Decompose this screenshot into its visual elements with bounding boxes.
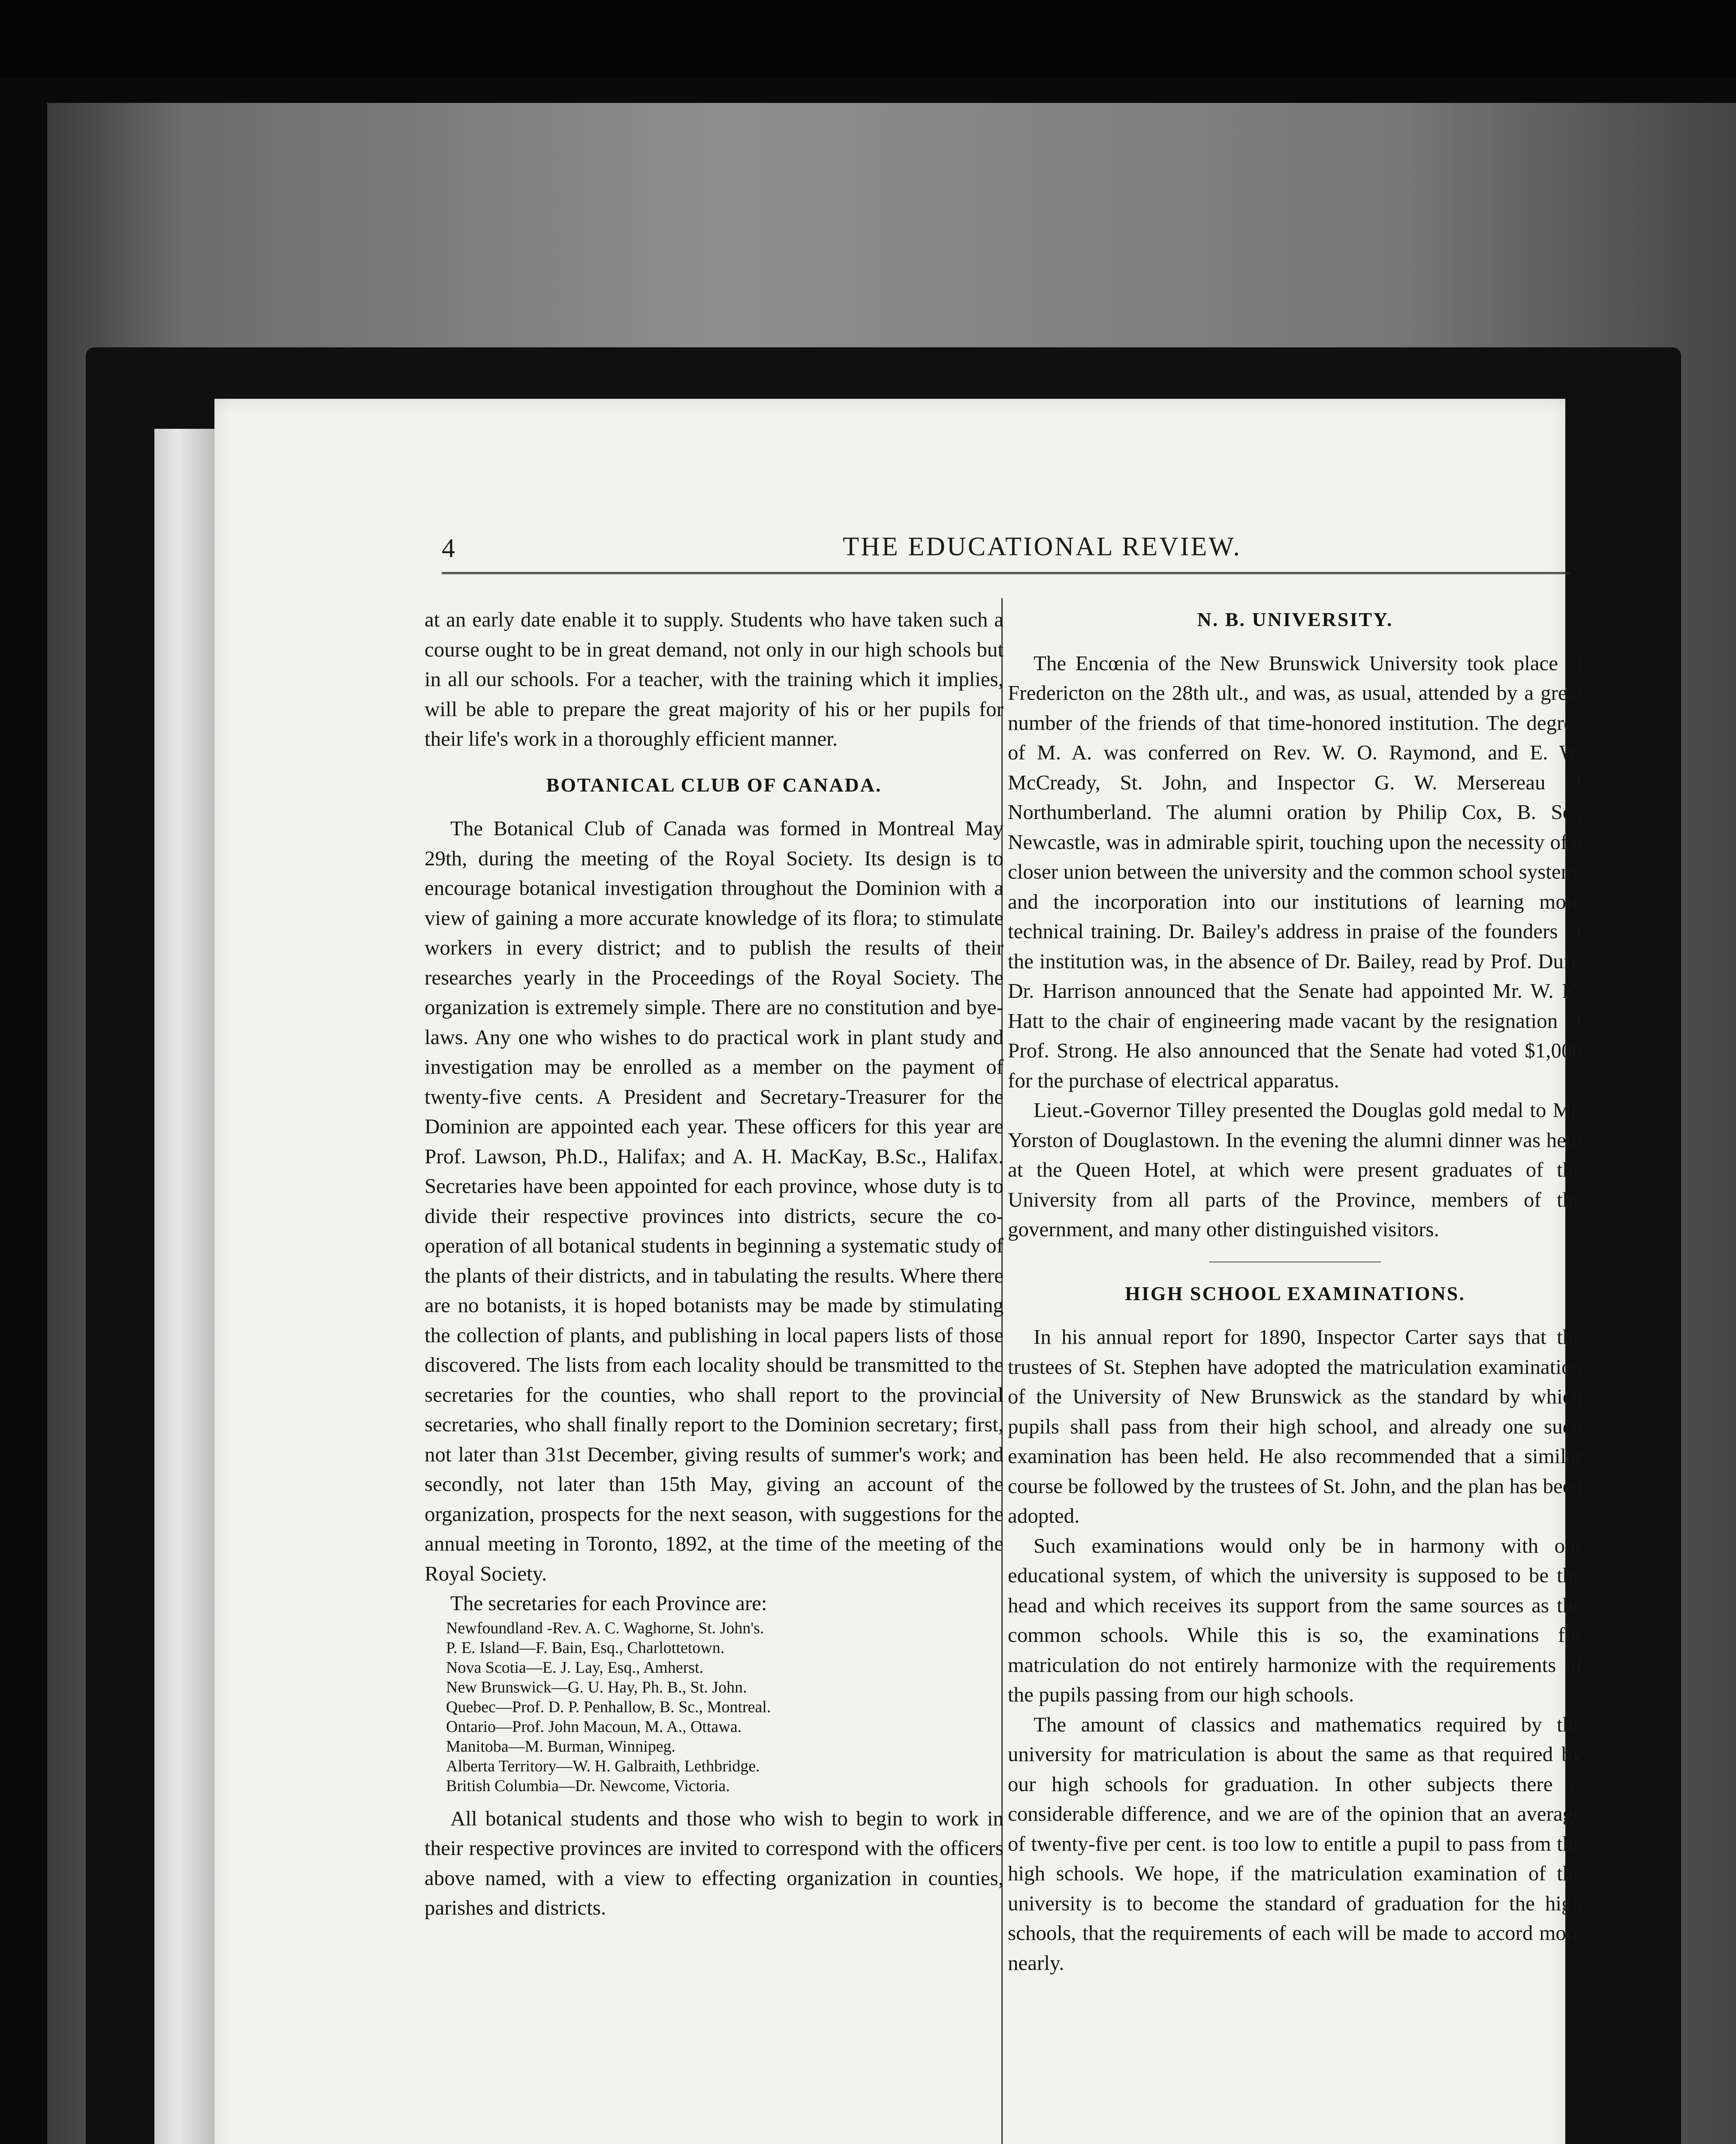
header-rule bbox=[442, 572, 1570, 577]
exams-paragraph: Such examinations would only be in harmony with our educational system, of which the university is supposed to be the head and which receives its support from the same sources as the common schools. While this is so, the examinations for matriculation do not entirely harmonize with the requirements of the pupils passing from our high schools. bbox=[1008, 1533, 1582, 1706]
secretaries-intro: The secretaries for each Province are: bbox=[450, 1591, 767, 1615]
journal-title: THE EDUCATIONAL REVIEW. bbox=[843, 532, 1242, 561]
secretary-entry: British Columbia—Dr. Newcome, Victoria. bbox=[446, 1777, 730, 1795]
secretary-entry: Ontario—Prof. John Macoun, M. A., Ottawa. bbox=[446, 1717, 742, 1736]
secretary-entry: Alberta Territory—W. H. Galbraith, Lethbridge. bbox=[446, 1757, 760, 1775]
university-heading: N. B. UNIVERSITY. bbox=[1197, 608, 1393, 630]
closing-paragraph: All botanical students and those who wish to begin to work in their respective provinces are invited to correspond with the officers above named, with a view to effecting organization in counties, parishes and districts. bbox=[425, 1806, 1004, 1919]
intro-paragraph: at an early date enable it to supply. Students who have taken such a course ought to be in great demand, not only in our high schools but in all our schools. For a teacher, with the training which it implies, will be able to prepare the great majority of his or her pupils for their life's work in a thoroughly efficient manner. bbox=[425, 608, 1004, 750]
secretary-entry: Nova Scotia—E. J. Lay, Esq., Amherst. bbox=[446, 1658, 704, 1677]
exams-paragraph: The amount of classics and mathematics required by the university for matriculation is about the same as that required by our high schools for graduation. In other subjects there is considerable difference, and we are of the opinion that an average of twenty-five per cent. is too low to entitle a pupil to pass from the high schools. We hope, if the matriculation examination of the university is to become the standard of graduation for the high schools, that the requirements of each will be made to accord more nearly. bbox=[1008, 1712, 1582, 1975]
page-edge bbox=[154, 429, 214, 2144]
exams-paragraph: In his annual report for 1890, Inspector Carter says that the trustees of St. Stephen have adopted the matriculation examination of the University of New Brunswick as the standard by which pupils shall pass from their high school, and already one such examination has been held. He also recommended that a similar course be followed by the trustees of St. John, and the plan has been adopted. bbox=[1008, 1325, 1582, 1527]
running-head bbox=[442, 532, 1570, 575]
secretary-entry: Manitoba—M. Burman, Winnipeg. bbox=[446, 1737, 675, 1756]
botanical-club-paragraph: The Botanical Club of Canada was formed in Montreal May 29th, during the meeting of the Royal Society. Its design is to encourage botanical investigation throughout the Dominion with a view of gaining a more accurate knowledge of its flora; to stimulate workers in every district; and to publish the results of their researches yearly in the Proceedings of the Royal Society. The organization is extremely simple. There are no constitution and bye-laws. Any one who wishes to do practical work in plant study and investigation may be enrolled as a member on the payment of twenty-five cents. A President and Secretary-Treasurer for the Dominion are appointed each year. These officers for this year are Prof. Lawson, Ph.D., Halifax; and A. H. MacKay, B.Sc., Halifax. Secretaries have been appointed for each province, whose duty is to divide their respective provinces into districts, secure the co-operation of all botanical students in beginning a systematic study of the plants of their districts, and in tabulating the results. Where there are no botanists, it is hoped botanists may be made by stimulating the collection of plants, and publishing in local papers lists of those discovered. The lists from each locality should be transmitted to the secretaries for the counties, who shall report to the provincial secretaries, who shall finally report to the Dominion secretary; first, not later than 31st December, giving results of summer's work; and secondly, not later than 15th May, giving an account of the organization, prospects for the next season, with suggestions for the annual meeting in Toronto, 1892, at the time of the meeting of the Royal Society. bbox=[425, 816, 1004, 1585]
secretary-entry: New Brunswick—G. U. Hay, Ph. B., St. John. bbox=[446, 1678, 747, 1696]
secretary-entry: Quebec—Prof. D. P. Penhallow, B. Sc., Montreal. bbox=[446, 1698, 771, 1716]
university-paragraph: The Encœnia of the New Brunswick University took place at Fredericton on the 28th ult., and was, as usual, attended by a great number of the friends of that time-honored institution. The degree of M. A. was conferred on Rev. W. O. Raymond, and E. W. McCready, St. John, and Inspector G. W. Mersereau of Northumberland. The alumni oration by Philip Cox, B. Sc., Newcastle, was in admirable spirit, touching upon the necessity of a closer union between the university and the common school system, and the incorporation into our institutions of learning more technical training. Dr. Bailey's address in praise of the founders of the institution was, in the absence of Dr. Bailey, read by Prof. Duff. Dr. Harrison announced that the Senate had appointed Mr. W. K. Hatt to the chair of engineering made vacant by the resignation of Prof. Strong. He also announced that the Senate had voted $1,000 for the purchase of electrical apparatus. bbox=[1008, 651, 1582, 1092]
university-paragraph: Lieut.-Governor Tilley presented the Douglas gold medal to Mr. Yorston of Douglastown. In the evening the alumni dinner was held at the Queen Hotel, at which were present graduates of the University from all parts of the Province, members of the government, and many other distinguished visitors. bbox=[1008, 1098, 1582, 1241]
right-column bbox=[1008, 605, 1582, 1978]
left-column bbox=[425, 605, 1004, 1923]
film-edge bbox=[0, 0, 1736, 77]
page-number: 4 bbox=[442, 534, 455, 563]
high-school-exams-heading: HIGH SCHOOL EXAMINATIONS. bbox=[1125, 1282, 1465, 1304]
secretary-entry: P. E. Island—F. Bain, Esq., Charlottetown. bbox=[446, 1638, 725, 1657]
secretaries-list bbox=[446, 1618, 1004, 1796]
botanical-club-heading: BOTANICAL CLUB OF CANADA. bbox=[546, 774, 882, 796]
secretary-entry: Newfoundland -Rev. A. C. Waghorne, St. John's. bbox=[446, 1619, 764, 1637]
